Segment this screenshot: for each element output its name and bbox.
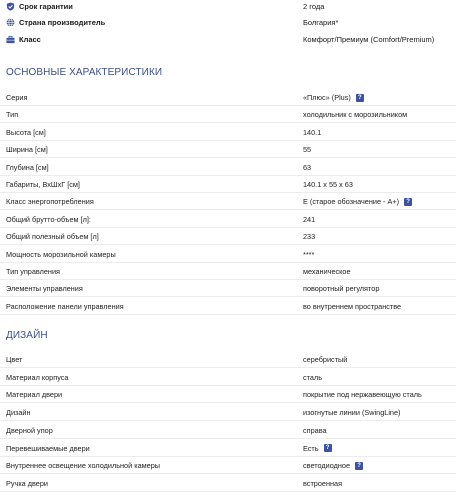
help-icon[interactable]: ? (324, 444, 332, 452)
spec-value-text: во внутреннем пространстве (303, 301, 402, 311)
spec-row (0, 369, 456, 386)
spec-value-text: 140.1 (303, 127, 322, 137)
spec-row (0, 263, 456, 280)
spec-value-text: 140.1 x 55 x 63 (303, 180, 353, 189)
spec-value-text: E (старое обозначение - A+) (303, 197, 400, 207)
spec-row (0, 457, 456, 474)
spec-key: Ручка двери (6, 478, 48, 488)
spec-row (0, 124, 456, 141)
spec-value-text: холодильник с морозильником (303, 110, 408, 120)
spec-value (303, 444, 332, 453)
spec-row (0, 422, 456, 439)
spec-value (303, 250, 314, 259)
spec-value (303, 110, 407, 119)
spec-value-text: Есть (303, 443, 319, 453)
spec-value (303, 180, 353, 189)
spec-row (0, 386, 456, 403)
spec-row (0, 176, 456, 193)
spec-key: Серия (6, 93, 28, 102)
spec-key: Перевешиваемые двери (6, 443, 90, 453)
spec-key: Общий полезный объем [л] (6, 232, 99, 242)
spec-row (0, 211, 456, 228)
spec-value-text: 63 (303, 162, 312, 172)
top-row-value: Болгария* (303, 17, 339, 27)
spec-row (0, 141, 456, 158)
spec-value-text: «Плюс» (Plus) (303, 93, 351, 102)
spec-value (303, 479, 342, 488)
help-icon[interactable]: ? (356, 94, 364, 102)
spec-key: Материал корпуса (6, 372, 69, 382)
spec-value (303, 426, 327, 435)
spec-key: Внутреннее освещение холодильной камеры (6, 461, 161, 471)
spec-value-text: **** (303, 249, 315, 259)
spec-value (303, 163, 311, 172)
spec-key: Глубина [см] (6, 162, 49, 172)
top-row (0, 14, 456, 30)
spec-value-text: поворотный регулятор (303, 284, 380, 294)
spec-value-text: светодиодное (303, 461, 351, 471)
spec-value (303, 128, 321, 137)
spec-row (0, 193, 456, 210)
spec-key: Тип управления (6, 267, 60, 276)
spec-value (303, 232, 315, 241)
globe-icon (6, 18, 15, 27)
top-row-value: 2 года (303, 1, 325, 11)
shield-check-icon (6, 2, 15, 11)
spec-row (0, 440, 456, 457)
spec-row (0, 246, 456, 263)
spec-row (0, 298, 456, 315)
spec-key: Общий брутто-объем [л]: (6, 214, 91, 224)
top-row (0, 31, 456, 47)
help-icon[interactable]: ? (404, 198, 412, 206)
section-title: ДИЗАЙН (6, 330, 48, 341)
spec-value-text: 55 (303, 145, 312, 155)
spec-value (303, 461, 363, 470)
spec-row (0, 106, 456, 123)
spec-value (303, 284, 379, 293)
top-row-label: Срок гарантии (19, 1, 73, 11)
spec-value (303, 373, 322, 382)
spec-value-text: изогнутые линии (SwingLine) (303, 408, 401, 418)
spec-key: Элементы управления (6, 284, 83, 294)
spec-key: Ширина [см] (6, 145, 48, 155)
spec-key: Дизайн (6, 408, 31, 418)
spec-value-text: 233 (303, 232, 316, 242)
spec-value (303, 215, 315, 224)
top-row (0, 0, 456, 14)
help-icon[interactable]: ? (355, 462, 363, 470)
spec-value (303, 390, 422, 399)
top-row-label: Класс (19, 34, 41, 44)
spec-value (303, 93, 364, 102)
spec-row (0, 159, 456, 176)
spec-row (0, 351, 456, 368)
spec-value (303, 267, 351, 276)
spec-key: Мощность морозильной камеры (6, 249, 116, 259)
briefcase-icon (6, 35, 15, 44)
spec-key: Класс энергопотребления (6, 197, 94, 207)
spec-value-text: справа (303, 425, 327, 435)
spec-key: Высота [см] (6, 127, 46, 137)
spec-key: Цвет (6, 355, 23, 364)
top-row-label: Страна производитель (19, 17, 106, 27)
spec-value-text: сталь (303, 372, 323, 382)
spec-key: Тип (6, 110, 19, 120)
spec-row (0, 280, 456, 297)
spec-value (303, 355, 347, 364)
spec-value (303, 408, 400, 417)
spec-value-text: серебристый (303, 355, 348, 364)
spec-value (303, 302, 401, 311)
spec-value-text: 241 (303, 214, 316, 224)
spec-row (0, 228, 456, 245)
spec-row (0, 89, 456, 106)
spec-value-text: механическое (303, 267, 351, 276)
spec-value (303, 145, 311, 154)
spec-row (0, 475, 456, 492)
spec-row (0, 404, 456, 421)
spec-key: Материал двери (6, 390, 63, 400)
section-title: ОСНОВНЫЕ ХАРАКТЕРИСТИКИ (6, 67, 163, 78)
spec-key: Расположение панели управления (6, 301, 124, 311)
spec-value-text: встроенная (303, 478, 343, 488)
spec-key: Дверной упор (6, 425, 53, 435)
spec-value-text: покрытие под нержавеющую сталь (303, 390, 422, 400)
spec-key: Габариты, ВхШхГ [см] (6, 180, 80, 189)
top-row-value: Комфорт/Премиум (Comfort/Premium) (303, 34, 435, 44)
spec-value (303, 197, 412, 206)
